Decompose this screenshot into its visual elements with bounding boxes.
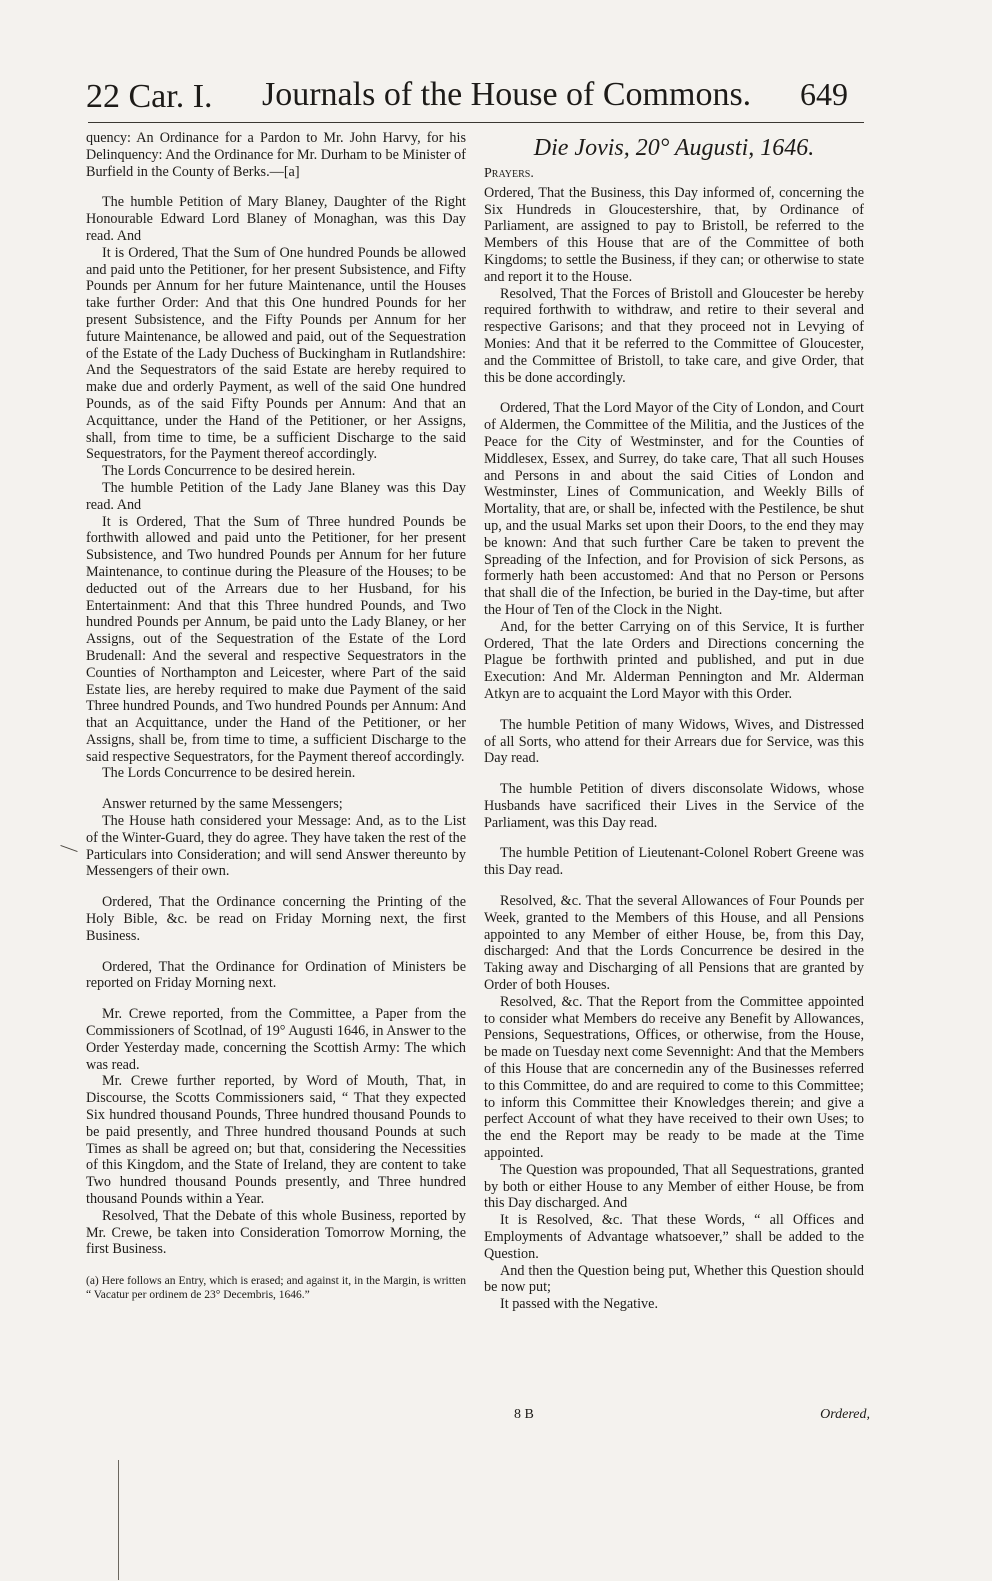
paragraph: Resolved, That the Forces of Bristoll and Gloucester be hereby required forthwith to withdraw, and retire to their several and respective Garisons; and that they proceed not in Levying of Monies: And that it be referred to the Committee of Gloucester, and the Committee of Bristoll, to take care, and give Order, that this be done accordingly. (484, 285, 864, 386)
paragraph: Resolved, &c. That the Report from the Committee appointed to consider what Members do receive any Benefit by Allowances, Pensions, Sequestrations, Offices, or otherwise, from the House, be made on Tuesday next come Sevennight: And that the Members of this House that are concernedin any of the Businesses referred to this Committee, do and are required to come to this Committee; to inform this Committee their Knowledges therein; and give a perfect Account of what they have received to their own Uses; to the end the Report may be ready to be made at the Time appointed. (484, 993, 864, 1162)
margin-mark (60, 845, 77, 852)
paragraph: Mr. Crewe further reported, by Word of Mouth, That, in Discourse, the Scotts Commissioners said, “ That they expected Six hundred thousand Pounds, Three hundred thousand Pounds to be paid presently, and Three hundred thousand Pounds at such Times as shall be agreed on; but that, considering the Necessities of this Kingdom, and the State of Ireland, they are content to take Two hundred thousand Pounds presently, and Three hundred thousand Pounds within a Year. (86, 1073, 466, 1208)
page-title: Journals of the House of Commons. (262, 76, 752, 113)
paragraph: quency: An Ordinance for a Pardon to Mr. John Harvy, for his Delinquency: And the Ordinance for Mr. Durham to be Minister of Burfield in the County of Berks.—[a] (86, 130, 466, 180)
paragraph: Ordered, That the Ordinance for Ordination of Ministers be reported on Friday Morning next. (86, 958, 466, 992)
signature-mark: 8 B (514, 1407, 534, 1422)
paragraph: And then the Question being put, Whether this Question should be now put; (484, 1262, 864, 1296)
spacer (86, 945, 466, 959)
paragraph: The Lords Concurrence to be desired herein. (102, 463, 356, 480)
spacer (484, 386, 864, 400)
paragraph: It is Resolved, &c. That these Words, “ all Offices and Employments of Advantage whatsoever,” shall be added to the Question. (484, 1212, 864, 1262)
binding-line (118, 1460, 119, 1580)
paragraph: Ordered, That the Ordinance concerning the Printing of the Holy Bible, &c. be read on Friday Morning next, the first Business. (86, 894, 466, 944)
catchword: Ordered, (820, 1407, 870, 1422)
running-header (0, 70, 992, 120)
paragraph: It passed with the Negative. (500, 1296, 658, 1313)
spacer (484, 879, 864, 893)
paragraph: The Lords Concurrence to be desired herein. (102, 765, 356, 782)
paragraph: The House hath considered your Message: And, as to the List of the Winter-Guard, they do agree. They have taken the rest of the Particulars into Consideration; and will send Answer thereunto by Messengers of their own. (86, 813, 466, 880)
paragraph: Resolved, That the Debate of this whole Business, reported by Mr. Crewe, be taken into Consideration Tomorrow Morning, the first Business. (86, 1207, 466, 1258)
paragraph: Answer returned by the same Messengers; (102, 796, 343, 813)
left-column (86, 130, 466, 1302)
spacer (86, 880, 466, 894)
header-rule (88, 122, 864, 123)
spacer (86, 992, 466, 1006)
paragraph: And, for the better Carrying on of this Service, It is further Ordered, That the late Orders and Directions concerning the Plague be forthwith printed and published, and put in due Execution: And Mr. Alderman Pennington and Mr. Alderman Atkyn are to acquaint the Lord Mayor with this Order. (484, 618, 864, 702)
paragraph: It is Ordered, That the Sum of One hundred Pounds be allowed and paid unto the Petitioner, for her present Subsistence, and Fifty Pounds per Annum for her future Maintenance, until the Houses take further Order: And that this One hundred Pounds for her present Subsistence, and the Fifty Pounds per Annum for her future Maintenance, be allowed and paid, out of the Sequestration of the Estate of the Lady Duchess of Buckingham in Rutlandshire: And the Sequestrators of the said Estate are hereby required to make due and orderly Payment, as well of the said One hundred Pounds, as of the said Fifty Pounds per Annum: And that an Acquittance, under the Hand of the Petitioner, or her Assigns, shall, from time to time, be a sufficient Discharge to the said Sequestrators, for the Payment thereof accordingly. (86, 244, 466, 463)
date-heading: Die Jovis, 20° Augusti, 1646. (533, 135, 815, 161)
page-number: 649 (800, 76, 848, 112)
paragraph: The humble Petition of Mary Blaney, Daughter of the Right Honourable Edward Lord Blaney of Monaghan, was this Day read. And (86, 194, 466, 244)
paragraph: Ordered, That the Business, this Day informed of, concerning the Six Hundreds in Gloucestershire, that, by Ordinance of Parliament, are assigned to pay to Bristoll, be referred to the Members of this House that are of the Committee of both Kingdoms; to settle the Business, if they can; or otherwise to state and report it to the House. (484, 184, 864, 285)
spacer (484, 767, 864, 781)
page-footer (510, 1407, 870, 1427)
paragraph: The humble Petition of Lieutenant-Colonel Robert Greene was this Day read. (484, 845, 864, 879)
paragraph: The humble Petition of many Widows, Wives, and Distressed of all Sorts, who attend for their Arrears due for Service, was this Day read. (484, 716, 864, 767)
paragraph: It is Ordered, That the Sum of Three hundred Pounds be forthwith allowed and paid unto the Petitioner, for her present Subsistence, and Two hundred Pounds per Annum for her future Maintenance, to continue during the Pleasure of the Houses; to be deducted out of the Arrears due to her Husband, for his Entertainment: And that this Three hundred Pounds, and Two hundred Pounds per Annum, be paid unto the Lady Blaney, or her Assigns, out of the Sequestration of the Estate of the Lord Brudenall: And the several and respective Sequestrators in the Counties of Northampton and Leicester, where Part of the said Estate lies, are hereby required to make due Payment of the said Three hundred Pounds, and Two hundred Pounds per Annum: And that an Acquittance, under the Hand of the Petitioner, or her Assigns, shall be, from time to time, a sufficient Discharge to the said respective Sequestrators, for the Payment thereof accordingly. (86, 513, 466, 765)
spacer (484, 831, 864, 845)
paragraph: The humble Petition of divers disconsolate Widows, whose Husbands have sacrificed their Lives in the Service of the Parliament, was this Day read. (484, 781, 864, 831)
right-column (484, 130, 864, 1313)
footnote: (a) Here follows an Entry, which is erased; and against it, in the Margin, is written “ Vacatur per ordinem de 23° Decembris, 1646.” (86, 1275, 466, 1302)
paragraph: Resolved, &c. That the several Allowances of Four Pounds per Week, granted to the Members of this House, and all Pensions appointed to any Member of either House, be, from this Day, discharged: And that the Lords Concurrence be desired in the Taking away and Discharging of all Pensions that are granted by Order of both Houses. (484, 893, 864, 994)
paragraph: Mr. Crewe reported, from the Committee, a Paper from the Commissioners of Scotlnad, of 19° Augusti 1646, in Answer to the Order Yesterday made, concerning the Scottish Army: The which was read. (86, 1006, 466, 1073)
paragraph: Ordered, That the Lord Mayor of the City of London, and Court of Aldermen, the Committee of the Militia, and the Justices of the Peace for the City of Westminster, and for the Counties of Middlesex, Essex, and Surrey, do take care, That all such Houses and Persons in and about the said Cities of London and Westminster, Lines of Communication, and Weekly Bills of Mortality, that are, or shall be, infected with the Pestilence, be shut up, and the usual Marks set upon their Doors, to the end they may be known: And that such further Care be taken to prevent the Spreading of the Infection, and for Provision of sick Persons, as formerly hath been accustomed: And that no Person or Persons that shall die of the Infection, be buried in the Day-time, but after the Hour of Ten of the Clock in the Night. (484, 400, 864, 618)
paragraph: The humble Petition of the Lady Jane Blaney was this Day read. And (86, 479, 466, 513)
regnal-year: 22 Car. I. (86, 78, 213, 115)
paragraph: The Question was propounded, That all Sequestrations, granted by both or either House to any Member of either House, be from this Day discharged. And (484, 1161, 864, 1212)
spacer (86, 180, 466, 194)
spacer (484, 703, 864, 717)
spacer (86, 782, 466, 796)
prayers-heading: Prayers. (484, 166, 534, 181)
